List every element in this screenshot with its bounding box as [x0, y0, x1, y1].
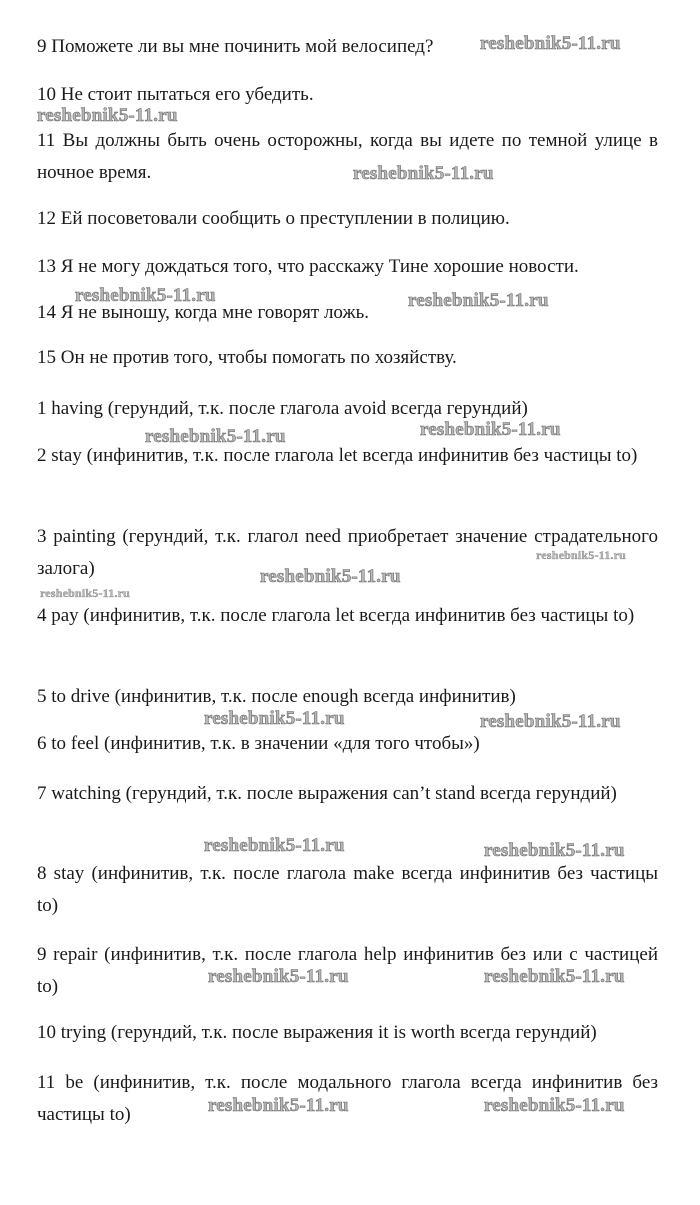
watermark: reshebnik5-11.ru — [40, 586, 130, 600]
watermark: reshebnik5-11.ru — [204, 708, 345, 729]
watermark: reshebnik5-11.ru — [260, 566, 401, 587]
watermark: reshebnik5-11.ru — [536, 548, 626, 562]
paragraph-answer-9: 9 repair (инфинитив, т.к. после глагола help инфинитив без или с частицей to) — [37, 944, 658, 997]
document-page — [37, 0, 658, 1205]
watermark: reshebnik5-11.ru — [480, 711, 621, 732]
watermark: reshebnik5-11.ru — [75, 285, 216, 306]
watermark: reshebnik5-11.ru — [37, 105, 178, 126]
paragraph-answer-2: 2 stay (инфинитив, т.к. после глагола let всегда инфинитив без частицы to) — [37, 445, 638, 466]
watermark: reshebnik5-11.ru — [484, 1095, 625, 1116]
paragraph-translation-14: 14 Я не выношу, когда мне говорят ложь. — [37, 302, 369, 323]
paragraph-answer-1: 1 having (герундий, т.к. после глагола avoid всегда герундий) — [37, 398, 528, 419]
paragraph-translation-10: 10 Не стоит пытаться его убедить. — [37, 84, 314, 105]
watermark: reshebnik5-11.ru — [208, 1095, 349, 1116]
watermark: reshebnik5-11.ru — [353, 163, 494, 184]
watermark: reshebnik5-11.ru — [145, 426, 286, 447]
watermark: reshebnik5-11.ru — [484, 840, 625, 861]
paragraph-answer-8: 8 stay (инфинитив, т.к. после глагола make всегда инфинитив без частицы to) — [37, 863, 658, 916]
watermark: reshebnik5-11.ru — [480, 33, 621, 54]
paragraph-translation-12: 12 Ей посоветовали сообщить о преступлении в полицию. — [37, 208, 510, 229]
watermark: reshebnik5-11.ru — [484, 966, 625, 987]
paragraph-answer-10: 10 trying (герундий, т.к. после выражения it is worth всегда герундий) — [37, 1022, 597, 1043]
paragraph-answer-11: 11 be (инфинитив, т.к. после модального глагола всегда инфинитив без частицы to) — [37, 1072, 658, 1125]
paragraph-answer-4: 4 pay (инфинитив, т.к. после глагола let всегда инфинитив без частицы to) — [37, 605, 635, 626]
paragraph-answer-3: 3 painting (герундий, т.к. глагол need приобретает значение страдательного залога) — [37, 526, 658, 579]
watermark: reshebnik5-11.ru — [204, 835, 345, 856]
watermark: reshebnik5-11.ru — [408, 290, 549, 311]
paragraph-answer-7: 7 watching (герундий, т.к. после выражения can’t stand всегда герундий) — [37, 783, 617, 804]
paragraph-translation-11: 11 Вы должны быть очень осторожны, когда вы идете по темной улице в ночное время. — [37, 130, 658, 183]
paragraph-translation-13: 13 Я не могу дождаться того, что расскажу Тине хорошие новости. — [37, 256, 579, 277]
paragraph-answer-6: 6 to feel (инфинитив, т.к. в значении «для того чтобы») — [37, 733, 480, 754]
paragraph-translation-9: 9 Поможете ли вы мне починить мой велосипед? — [37, 36, 434, 57]
watermark: reshebnik5-11.ru — [420, 419, 561, 440]
watermark: reshebnik5-11.ru — [208, 966, 349, 987]
paragraph-translation-15: 15 Он не против того, чтобы помогать по хозяйству. — [37, 347, 457, 368]
paragraph-answer-5: 5 to drive (инфинитив, т.к. после enough всегда инфинитив) — [37, 686, 516, 707]
